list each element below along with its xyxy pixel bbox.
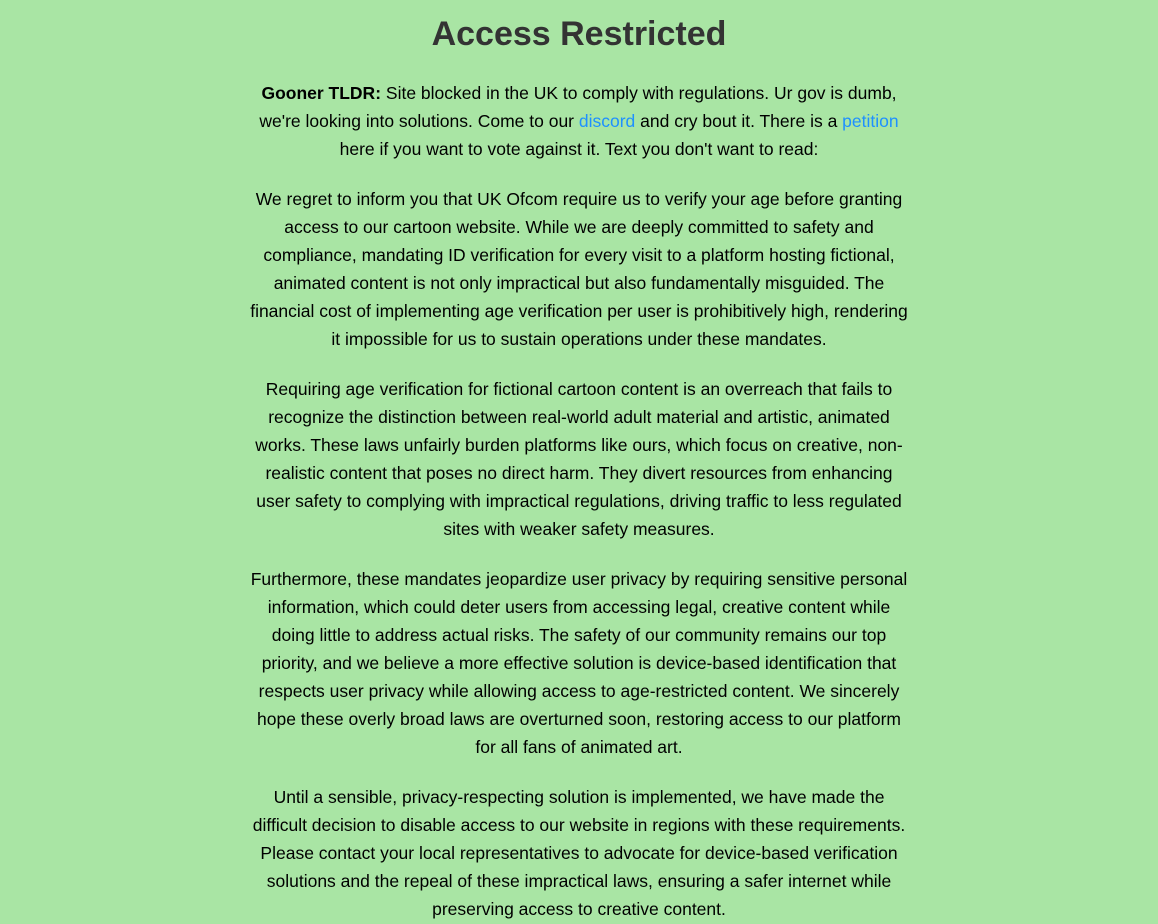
- paragraph-privacy-concerns: Furthermore, these mandates jeopardize user privacy by requiring sensitive personal information, which could deter users from accessing legal, creative content while doing little to address actual risks. The safety of our community remains our top priority, and we believe a more effective solution is device-based identification that respects user privacy while allowing access to age-restricted content. We sincerely hope these overly broad laws are overturned soon, restoring access to our platform for all fans of animated art.: [250, 568, 908, 757]
- tldr-text-segment-2: and cry bout it. There is a: [635, 110, 843, 131]
- tldr-text-segment-3: here if you want to vote against it. Text you don't want to read:: [339, 138, 819, 159]
- tldr-text-segment-1: Site blocked in the UK to comply with regulations. Ur gov is dumb, we're looking into solutions. Come to our: [259, 82, 897, 131]
- discord-link[interactable]: discord: [578, 110, 636, 131]
- petition-link[interactable]: petition: [842, 110, 899, 131]
- content-container: [249, 14, 909, 923]
- page-title: Access Restricted: [431, 15, 727, 53]
- tldr-label: Gooner TLDR:: [261, 82, 382, 103]
- paragraph-closing-statement: Until a sensible, privacy-respecting solution is implemented, we have made the difficult decision to disable access to our website in regions with these requirements. Please contact your local representatives to advocate for device-based verification solutions and the repeal of these impractical laws, ensuring a safer internet while preserving access to creative content.: [252, 786, 906, 919]
- paragraph-overreach-argument: Requiring age verification for fictional cartoon content is an overreach that fails to recognize the distinction between real-world adult material and artistic, animated works. These laws unfairly burden platforms like ours, which focus on creative, non-realistic content that poses no direct harm. They divert resources from enhancing user safety to complying with impractical regulations, driving traffic to less regulated sites with weaker safety measures.: [255, 378, 903, 539]
- paragraph-ofcom-statement: We regret to inform you that UK Ofcom require us to verify your age before granting access to our cartoon website. While we are deeply committed to safety and compliance, mandating ID verification for every visit to a platform hosting fictional, animated content is not only impractical but also fundamentally misguided. The financial cost of implementing age verification per user is prohibitively high, rendering it impossible for us to sustain operations under these mandates.: [250, 188, 908, 349]
- tldr-paragraph: [249, 79, 909, 163]
